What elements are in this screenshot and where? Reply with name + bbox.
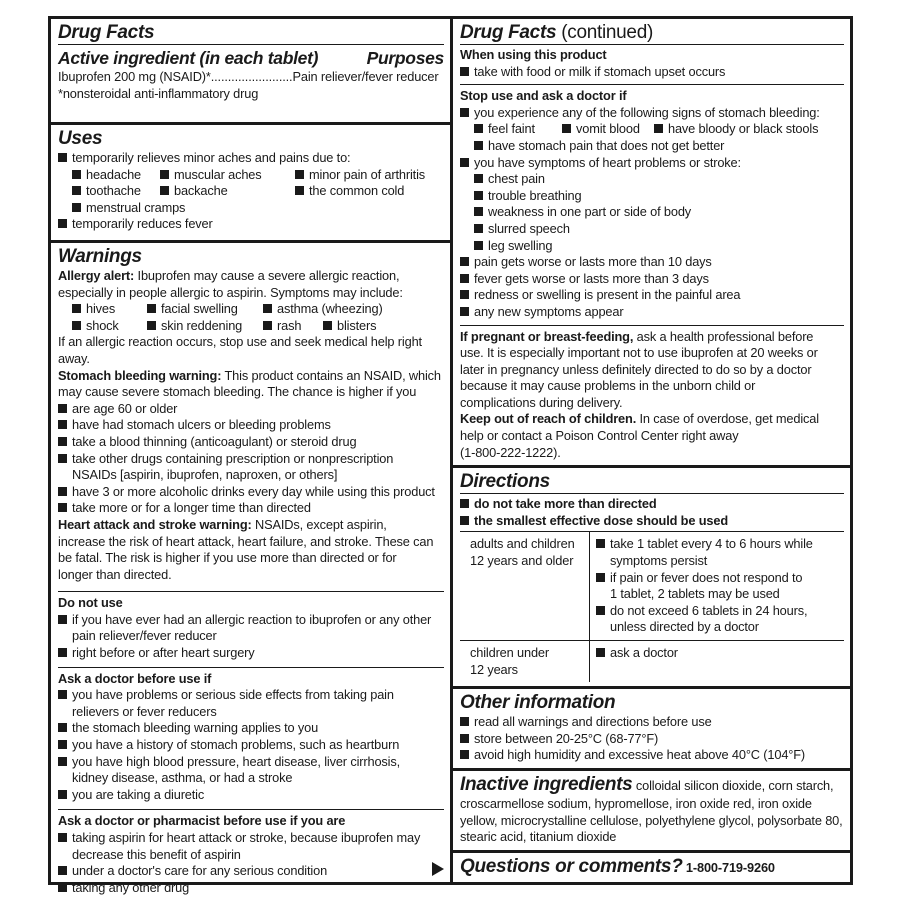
dosage-instructions-cell xyxy=(590,641,844,682)
list-item: are age 60 or older xyxy=(58,401,444,418)
bullet-icon xyxy=(460,274,469,283)
bullet-icon xyxy=(72,186,81,195)
bullet-icon xyxy=(58,404,67,413)
ask-doctor-subsection xyxy=(58,667,444,804)
bullet-icon xyxy=(72,321,81,330)
inactive-ingredients-section xyxy=(453,771,850,853)
poison-control-number: (1-800-222-1222). xyxy=(460,444,561,460)
bullet-icon xyxy=(596,539,605,548)
dosage-age-cell: children under 12 years xyxy=(460,641,590,682)
list-item: feel faint xyxy=(474,121,552,138)
table-row xyxy=(460,641,844,682)
list-item: minor pain of arthritis xyxy=(295,167,445,184)
warnings-section xyxy=(51,243,450,900)
list-item: do not take more than directed xyxy=(460,496,844,513)
list-item: pain gets worse or lasts more than 10 days xyxy=(460,254,844,271)
list-item-cont: decrease this benefit of aspirin xyxy=(72,846,241,862)
list-item: if pain or fever does not respond to xyxy=(596,570,838,587)
list-item: do not exceed 6 tablets in 24 hours, xyxy=(596,603,838,620)
allergy-after: If an allergic reaction occurs, stop use and seek medical help right away. xyxy=(58,334,422,366)
bullet-icon xyxy=(474,191,483,200)
allergy-symptoms-row2 xyxy=(58,318,444,335)
list-item: if you have ever had an allergic reaction to ibuprofen or any other xyxy=(58,612,444,629)
pregnancy-warning: If pregnant or breast-feeding, ask a health professional before xyxy=(460,328,814,344)
list-item: weakness in one part or side of body xyxy=(460,204,844,221)
list-item: you are taking a diuretic xyxy=(58,787,444,804)
bullet-icon xyxy=(460,717,469,726)
active-ingredient-section xyxy=(51,19,450,125)
directions-heading: Directions xyxy=(460,471,550,493)
bullet-icon xyxy=(596,606,605,615)
continued-section xyxy=(453,19,850,468)
bullet-icon xyxy=(263,304,272,313)
list-item: vomit blood xyxy=(562,121,644,138)
list-item: shock xyxy=(72,318,137,335)
list-item: the smallest effective dose should be used xyxy=(460,513,844,530)
list-item: have 3 or more alcoholic drinks every day while using this product xyxy=(58,484,444,501)
bullet-icon xyxy=(58,883,67,892)
heart-warning-cont: increase the risk of heart attack, heart failure, and stroke. These can xyxy=(58,533,434,549)
list-item: taking aspirin for heart attack or stroke, because ibuprofen may xyxy=(58,830,444,847)
table-row xyxy=(460,532,844,641)
list-item: trouble breathing xyxy=(460,188,844,205)
do-not-use-subsection xyxy=(58,591,444,661)
bullet-icon xyxy=(58,503,67,512)
bullet-icon xyxy=(58,420,67,429)
list-item: backache xyxy=(160,183,295,200)
list-item: any new symptoms appear xyxy=(460,304,844,321)
list-item: you experience any of the following signs of stomach bleeding: xyxy=(460,105,844,122)
list-item: take other drugs containing prescription or nonprescription xyxy=(58,451,444,468)
ask-pharmacist-heading: Ask a doctor or pharmacist before use if you are xyxy=(58,813,346,829)
list-item-cont: kidney disease, asthma, or had a stroke xyxy=(72,770,293,786)
ask-pharmacist-subsection xyxy=(58,809,444,896)
list-item: take with food or milk if stomach upset occurs xyxy=(460,64,844,81)
list-item: headache xyxy=(72,167,160,184)
pregnancy-warning-cont: later in pregnancy unless definitely directed to do so by a doctor xyxy=(460,361,812,377)
bullet-icon xyxy=(160,186,169,195)
list-item: asthma (wheezing) xyxy=(263,301,383,318)
warnings-heading: Warnings xyxy=(58,246,142,267)
inactive-ingredients-line: Inactive ingredients colloidal silicon dioxide, corn starch, xyxy=(460,773,834,795)
list-item-cont: pain reliever/fever reducer xyxy=(72,628,217,644)
list-item: skin reddening xyxy=(147,318,253,335)
bullet-icon xyxy=(58,648,67,657)
bullet-icon xyxy=(474,141,483,150)
list-item: blisters xyxy=(323,318,376,335)
allergy-symptoms-row1 xyxy=(58,301,444,318)
bullet-icon xyxy=(474,207,483,216)
bullet-icon xyxy=(58,615,67,624)
inactive-ingredients-cont: stearic acid, titanium dioxide xyxy=(460,829,617,845)
list-item: the stomach bleeding warning applies to you xyxy=(58,720,444,737)
bullet-icon xyxy=(474,124,483,133)
list-item: avoid high humidity and excessive heat above 40°C (104°F) xyxy=(460,747,844,764)
list-item: temporarily relieves minor aches and pains due to: xyxy=(58,150,444,167)
allergy-alert: Allergy alert: Ibuprofen may cause a severe allergic reaction, xyxy=(58,268,400,283)
bullet-icon xyxy=(58,153,67,162)
bullet-icon xyxy=(295,170,304,179)
bullet-icon xyxy=(58,690,67,699)
list-item: redness or swelling is present in the painful area xyxy=(460,287,844,304)
other-information-section xyxy=(453,689,850,771)
bullet-icon xyxy=(460,67,469,76)
bullet-icon xyxy=(72,203,81,212)
list-item: you have symptoms of heart problems or stroke: xyxy=(460,155,844,172)
heart-warning-cont: be fatal. The risk is higher if you use more than directed or for xyxy=(58,550,397,566)
list-item: have stomach pain that does not get better xyxy=(460,138,844,155)
bullet-icon xyxy=(147,304,156,313)
bullet-icon xyxy=(460,257,469,266)
uses-grid xyxy=(58,167,444,217)
bullet-icon xyxy=(460,516,469,525)
list-item: fever gets worse or lasts more than 3 days xyxy=(460,271,844,288)
list-item-cont: 1 tablet, 2 tablets may be used xyxy=(610,586,780,602)
bullet-icon xyxy=(654,124,663,133)
inactive-ingredients-cont: croscarmellose sodium, hypromellose, iron oxide red, iron oxide xyxy=(460,795,812,811)
keep-out-of-reach-cont: help or contact a Poison Control Center right away xyxy=(460,428,739,444)
bullet-icon xyxy=(160,170,169,179)
list-item: muscular aches xyxy=(160,167,295,184)
bullet-icon xyxy=(596,648,605,657)
bullet-icon xyxy=(58,487,67,496)
bullet-icon xyxy=(474,224,483,233)
list-item-cont: relievers or fever reducers xyxy=(72,703,217,719)
bullet-icon xyxy=(460,290,469,299)
uses-heading: Uses xyxy=(58,128,103,149)
list-item: store between 20-25°C (68-77°F) xyxy=(460,731,844,748)
list-item: under a doctor's care for any serious condition xyxy=(58,863,444,880)
list-item: read all warnings and directions before use xyxy=(460,714,844,731)
bleeding-signs-row xyxy=(460,121,844,138)
list-item: leg swelling xyxy=(460,238,844,255)
bullet-icon xyxy=(58,757,67,766)
list-item: you have problems or serious side effects from taking pain xyxy=(58,687,444,704)
bullet-icon xyxy=(263,321,272,330)
list-item: chest pain xyxy=(460,171,844,188)
purposes-heading: Purposes xyxy=(366,48,444,68)
ingredient-line: Ibuprofen 200 mg (NSAID)*........................Pain reliever/fever reducer xyxy=(58,69,439,84)
uses-section xyxy=(51,125,450,243)
dosage-age-cell: adults and children 12 years and older xyxy=(460,532,590,640)
ingredient-footnote: *nonsteroidal anti-inflammatory drug xyxy=(58,85,259,101)
dosage-table xyxy=(460,531,844,682)
list-item: temporarily reduces fever xyxy=(58,216,444,233)
bullet-icon xyxy=(474,174,483,183)
pregnancy-warning-cont: use. It is especially important not to use ibuprofen at 20 weeks or xyxy=(460,345,818,361)
bullet-icon xyxy=(460,307,469,316)
questions-phone: 1-800-719-9260 xyxy=(685,859,775,875)
pregnancy-subsection xyxy=(460,325,844,462)
list-item: right before or after heart surgery xyxy=(58,645,444,662)
list-item: you have high blood pressure, heart disease, liver cirrhosis, xyxy=(58,754,444,771)
list-item: rash xyxy=(263,318,313,335)
list-item: ask a doctor xyxy=(596,645,838,662)
questions-section xyxy=(453,853,850,882)
bullet-icon xyxy=(474,241,483,250)
other-information-heading: Other information xyxy=(460,692,616,714)
list-item: slurred speech xyxy=(460,221,844,238)
list-item: menstrual cramps xyxy=(72,200,295,217)
bullet-icon xyxy=(72,304,81,313)
bullet-icon xyxy=(460,734,469,743)
list-item: you have a history of stomach problems, such as heartburn xyxy=(58,737,444,754)
bullet-icon xyxy=(58,866,67,875)
heart-warning-cont: longer than directed. xyxy=(58,566,172,582)
right-column xyxy=(453,19,850,882)
continue-arrow-icon xyxy=(432,862,444,876)
when-using-heading: When using this product xyxy=(460,47,607,62)
ask-doctor-heading: Ask a doctor before use if xyxy=(58,670,212,686)
pregnancy-warning-cont: complications during delivery. xyxy=(460,394,623,410)
bullet-icon xyxy=(596,573,605,582)
list-item: take 1 tablet every 4 to 6 hours while xyxy=(596,536,838,553)
heart-warning: Heart attack and stroke warning: NSAIDs, except aspirin, xyxy=(58,516,387,532)
do-not-use-heading: Do not use xyxy=(58,595,123,611)
drug-facts-title: Drug Facts xyxy=(58,22,155,43)
bullet-icon xyxy=(562,124,571,133)
left-column xyxy=(51,19,453,895)
bullet-icon xyxy=(58,723,67,732)
bullet-icon xyxy=(58,790,67,799)
stop-use-subsection xyxy=(460,84,844,320)
allergy-alert-cont: especially in people allergic to aspirin. Symptoms may include: xyxy=(58,284,403,300)
bullet-icon xyxy=(58,740,67,749)
list-item-cont: symptoms persist xyxy=(610,553,708,569)
bullet-icon xyxy=(72,170,81,179)
directions-section xyxy=(453,468,850,689)
list-item: take a blood thinning (anticoagulant) or steroid drug xyxy=(58,434,444,451)
active-ingredient-heading: Active ingredient (in each tablet) xyxy=(58,48,319,68)
dosage-instructions-cell xyxy=(590,532,844,640)
stop-use-heading: Stop use and ask a doctor if xyxy=(460,88,627,104)
drug-facts-label xyxy=(48,16,853,895)
questions-line: Questions or comments? 1-800-719-9260 xyxy=(460,855,775,877)
list-item: taking any other drug xyxy=(58,880,444,897)
list-item: facial swelling xyxy=(147,301,253,318)
bullet-icon xyxy=(460,750,469,759)
keep-out-of-reach: Keep out of reach of children. In case of overdose, get medical xyxy=(460,411,819,427)
list-item-cont: unless directed by a doctor xyxy=(610,619,759,635)
bullet-icon xyxy=(460,108,469,117)
bullet-icon xyxy=(460,499,469,508)
bullet-icon xyxy=(58,437,67,446)
stomach-warning-cont: may cause severe stomach bleeding. The chance is higher if you xyxy=(58,384,417,400)
list-item: hives xyxy=(72,301,137,318)
list-item: have had stomach ulcers or bleeding problems xyxy=(58,417,444,434)
inactive-ingredients-cont: yellow, microcrystalline cellulose, polyethylene glycol, polysorbate 80, xyxy=(460,812,843,828)
bullet-icon xyxy=(58,833,67,842)
bullet-icon xyxy=(147,321,156,330)
bullet-icon xyxy=(323,321,332,330)
list-item: have bloody or black stools xyxy=(654,121,818,138)
pregnancy-warning-cont: because it may cause problems in the unborn child or xyxy=(460,378,756,394)
drug-facts-continued-title: Drug Facts (continued) xyxy=(460,22,653,43)
list-item: toothache xyxy=(72,183,160,200)
list-item: take more or for a longer time than directed xyxy=(58,500,444,517)
bullet-icon xyxy=(460,158,469,167)
stomach-warning: Stomach bleeding warning: This product contains an NSAID, which xyxy=(58,367,441,383)
list-item: the common cold xyxy=(295,183,445,200)
bullet-icon xyxy=(295,186,304,195)
bullet-icon xyxy=(58,219,67,228)
bullet-icon xyxy=(58,454,67,463)
list-item-cont: NSAIDs [aspirin, ibuprofen, naproxen, or others] xyxy=(72,467,338,483)
